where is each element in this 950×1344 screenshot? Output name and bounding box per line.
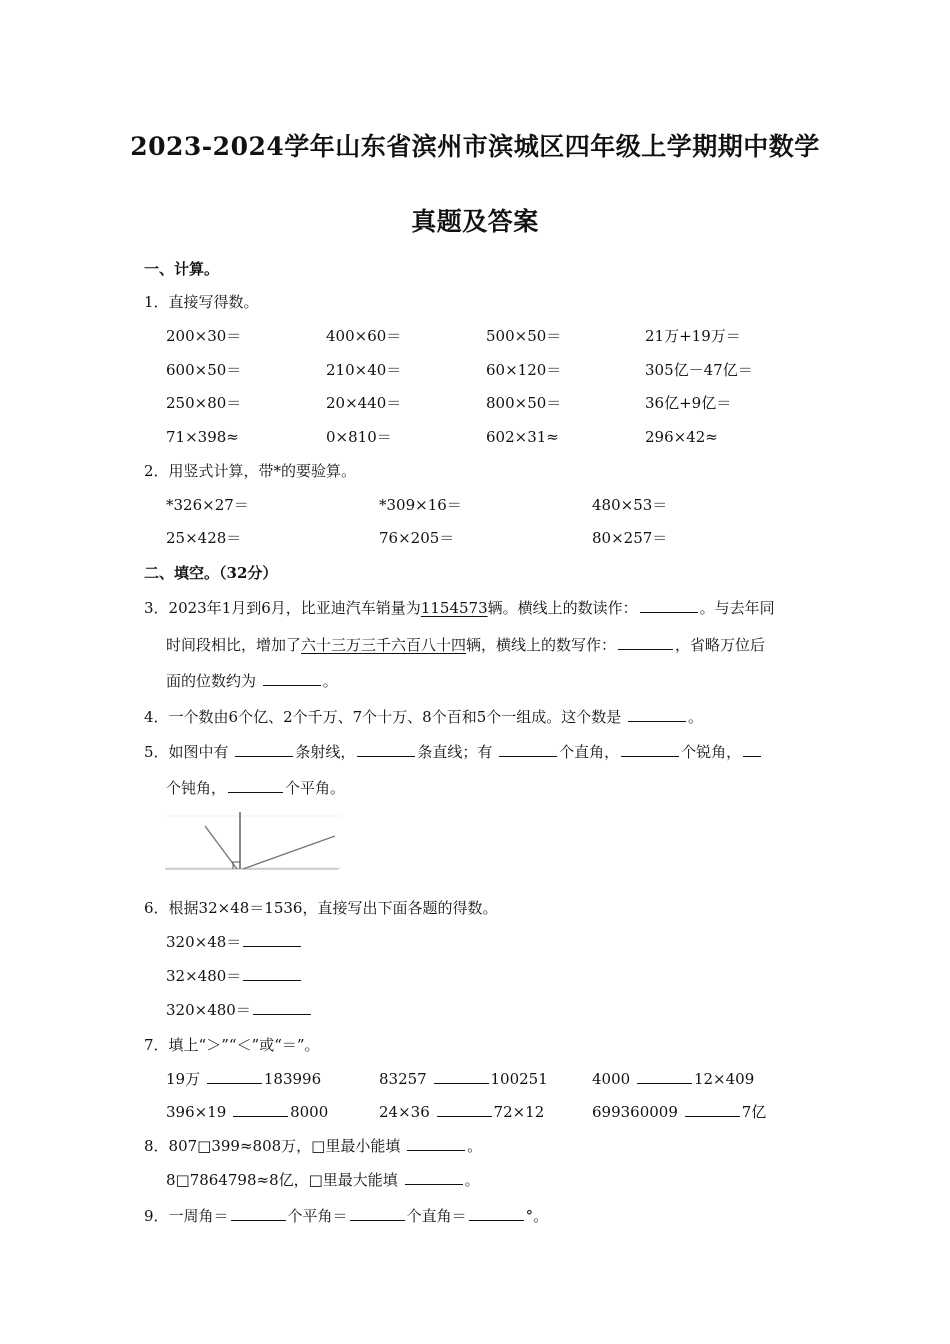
q7-right: 72×12 (493, 1103, 545, 1121)
q4-text: 4．一个数由6个亿、2个千万、7个十万、8个百和5个一组成。这个数是 (144, 708, 622, 726)
q7-compare (166, 1068, 321, 1090)
q3-words: 六十三万三千六百八十四 (301, 636, 467, 654)
q5-text: 个平角。 (285, 779, 346, 797)
q3-number: 1154573 (420, 599, 488, 617)
answer-blank[interactable] (243, 965, 301, 981)
answer-blank[interactable] (235, 741, 293, 757)
q1-cell: 296×42≈ (645, 428, 718, 446)
q6-expr: 32×480＝ (166, 967, 242, 985)
q3-text: 辆，横线上的数写作： (466, 636, 617, 654)
q7-compare (166, 1101, 328, 1123)
answer-blank[interactable] (228, 777, 283, 793)
q1-cell: 21万+19万＝ (645, 327, 741, 345)
q1-cell: 60×120＝ (486, 361, 562, 379)
q8-text: 。 (464, 1171, 480, 1189)
q5-text: 个直角， (559, 743, 620, 761)
q5-text: 5．如图中有 (144, 743, 229, 761)
q5-line-1 (144, 741, 763, 763)
q6-item (166, 999, 313, 1021)
q6-item (166, 965, 303, 987)
answer-blank[interactable] (618, 634, 673, 650)
answer-blank[interactable] (231, 1205, 286, 1221)
q8-text: 8□7864798≈8亿，□里最大能填 (166, 1171, 398, 1189)
q1-cell: 305亿－47亿＝ (645, 361, 753, 379)
q2-cell: 80×257＝ (592, 529, 668, 547)
q7-left: 24×36 (379, 1103, 430, 1121)
answer-blank[interactable] (628, 706, 686, 722)
answer-blank[interactable] (743, 741, 761, 757)
q9-text: °。 (525, 1207, 549, 1225)
q3-text: 时间段相比，增加了 (166, 636, 302, 654)
answer-blank[interactable] (207, 1068, 262, 1084)
q7-right: 100251 (490, 1070, 548, 1088)
q9-text: 9．一周角＝ (144, 1207, 229, 1225)
q5-text: 条直线；有 (417, 743, 493, 761)
q3-line-3 (166, 670, 338, 692)
q2-cell: 25×428＝ (166, 529, 242, 547)
answer-blank[interactable] (350, 1205, 405, 1221)
q5-text: 条射线， (295, 743, 356, 761)
q2-cell: 480×53＝ (592, 496, 668, 514)
q1-cell: 600×50＝ (166, 361, 242, 379)
q7-left: 396×19 (166, 1103, 227, 1121)
answer-blank[interactable] (685, 1101, 740, 1117)
q7-label: 7．填上“＞”“＜”或“＝”。 (144, 1036, 320, 1054)
q7-compare (379, 1068, 548, 1090)
q1-cell: 250×80＝ (166, 394, 242, 412)
q7-right: 12×409 (693, 1070, 755, 1088)
title-line-1: 2023-2024学年山东省滨州市滨城区四年级上学期期中数学 (130, 132, 820, 161)
title-line-2: 真题及答案 (411, 207, 539, 236)
q8-line-2 (166, 1169, 480, 1191)
q9-line (144, 1205, 548, 1227)
q6-expr: 320×48＝ (166, 933, 242, 951)
q3-text: 。与去年同 (699, 599, 775, 617)
q8-text: 8．807□399≈808万，□里最小能填 (144, 1137, 401, 1155)
q3-text: 辆。横线上的数读作： (487, 599, 638, 617)
q1-cell: 0×810＝ (326, 428, 392, 446)
answer-blank[interactable] (469, 1205, 524, 1221)
section-2-heading: 二、填空。（32分） (144, 564, 278, 582)
q6-expr: 320×480＝ (166, 1001, 251, 1019)
q7-compare (592, 1068, 754, 1090)
q7-left: 699360009 (592, 1103, 678, 1121)
answer-blank[interactable] (407, 1135, 465, 1151)
q1-cell: 210×40＝ (326, 361, 402, 379)
answer-blank[interactable] (640, 597, 698, 613)
q9-text: 个平角＝ (287, 1207, 348, 1225)
ray-right (243, 836, 335, 869)
q3-line-1 (144, 597, 775, 619)
q7-compare (379, 1101, 544, 1123)
q7-left: 4000 (592, 1070, 631, 1088)
q1-cell: 71×398≈ (166, 428, 239, 446)
section-1-heading: 一、计算。 (144, 260, 220, 278)
q7-left: 83257 (379, 1070, 427, 1088)
q4-text: 。 (688, 708, 704, 726)
answer-blank[interactable] (437, 1101, 492, 1117)
q7-right: 8000 (290, 1103, 329, 1121)
q3-text: ，省略万位后 (675, 636, 766, 654)
q6-item (166, 931, 303, 953)
q1-label: 1．直接写得数。 (144, 293, 259, 311)
q2-cell: 76×205＝ (379, 529, 455, 547)
q5-text: 个钝角， (166, 779, 227, 797)
q7-right: 183996 (263, 1070, 322, 1088)
answer-blank[interactable] (405, 1169, 463, 1185)
q4-line (144, 706, 703, 728)
answer-blank[interactable] (263, 670, 321, 686)
answer-blank[interactable] (637, 1068, 692, 1084)
q1-cell: 400×60＝ (326, 327, 402, 345)
answer-blank[interactable] (357, 741, 415, 757)
q9-text: 个直角＝ (406, 1207, 467, 1225)
q2-label: 2．用竖式计算，带*的要验算。 (144, 462, 357, 480)
q3-text: 3．2023年1月到6月，比亚迪汽车销量为 (144, 599, 421, 617)
q1-cell: 36亿+9亿＝ (645, 394, 732, 412)
q7-compare (592, 1101, 766, 1123)
answer-blank[interactable] (434, 1068, 489, 1084)
ray-left (205, 826, 237, 869)
q8-line-1 (144, 1135, 482, 1157)
q1-cell: 800×50＝ (486, 394, 562, 412)
q2-cell: *309×16＝ (379, 496, 462, 514)
q5-text: 个锐角， (681, 743, 742, 761)
q8-text: 。 (467, 1137, 483, 1155)
q1-cell: 602×31≈ (486, 428, 559, 446)
angles-figure (163, 808, 343, 874)
q3-text: 面的位数约为 (166, 672, 257, 690)
q3-text: 。 (322, 672, 338, 690)
answer-blank[interactable] (233, 1101, 288, 1117)
q1-cell: 20×440＝ (326, 394, 402, 412)
q6-label: 6．根据32×48＝1536，直接写出下面各题的得数。 (144, 899, 498, 917)
answer-blank[interactable] (253, 999, 311, 1015)
answer-blank[interactable] (243, 931, 301, 947)
answer-blank[interactable] (621, 741, 679, 757)
answer-blank[interactable] (499, 741, 557, 757)
q2-cell: *326×27＝ (166, 496, 249, 514)
q1-cell: 200×30＝ (166, 327, 242, 345)
q7-right: 7亿 (741, 1103, 767, 1121)
q1-cell: 500×50＝ (486, 327, 562, 345)
q5-line-2 (166, 777, 345, 799)
q7-left: 19万 (166, 1070, 201, 1088)
q3-line-2 (166, 634, 765, 656)
